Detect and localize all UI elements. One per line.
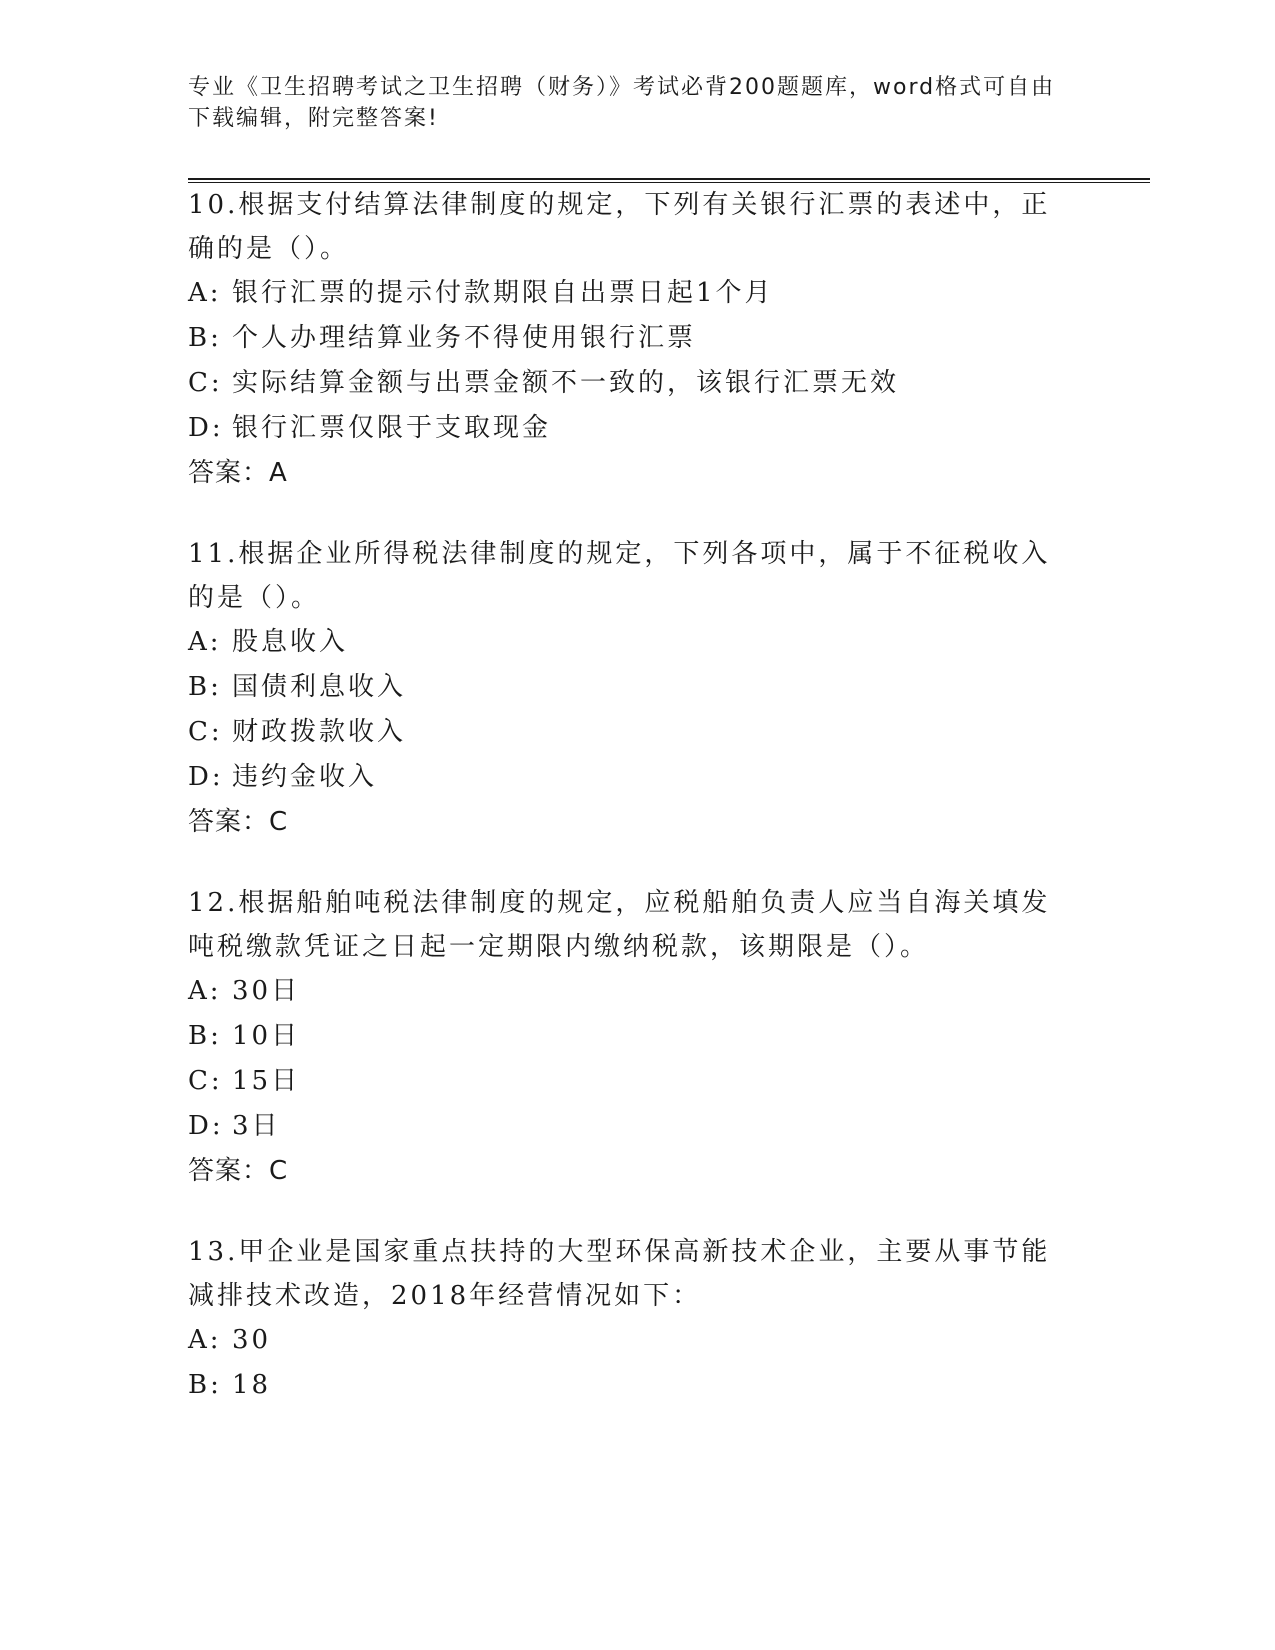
question-stem: 13.甲企业是国家重点扶持的大型环保高新技术企业，主要从事节能减排技术改造，2018年经营情况如下： <box>188 1237 1051 1311</box>
document-header: 专业《卫生招聘考试之卫生招聘（财务）》考试必背200题题库，word格式可自由下载编辑，附完整答案! <box>188 75 1056 131</box>
option-text: 18 <box>232 1370 272 1400</box>
option-letter: A: <box>188 278 222 308</box>
option-letter: B: <box>188 323 222 353</box>
option-d <box>188 1104 1068 1149</box>
option-letter: A: <box>188 627 222 657</box>
option-a <box>188 1318 1068 1363</box>
option-text: 10日 <box>232 1021 301 1051</box>
option-text: 个人办理结算业务不得使用银行汇票 <box>232 323 697 353</box>
question-11 <box>188 532 1068 844</box>
option-text: 30日 <box>232 976 301 1006</box>
option-b <box>188 665 1068 710</box>
answer: 答案：C <box>188 807 289 837</box>
option-text: 国债利息收入 <box>232 672 407 702</box>
option-text: 股息收入 <box>232 627 349 657</box>
question-stem: 10.根据支付结算法律制度的规定，下列有关银行汇票的表述中，正确的是（）。 <box>188 190 1051 264</box>
option-letter: A: <box>188 1325 222 1355</box>
option-letter: B: <box>188 1370 222 1400</box>
option-b <box>188 1014 1068 1059</box>
option-letter: B: <box>188 672 222 702</box>
option-letter: D: <box>188 762 224 792</box>
option-a <box>188 969 1068 1014</box>
question-12 <box>188 881 1068 1193</box>
option-letter: C: <box>188 1066 223 1096</box>
option-letter: A: <box>188 976 222 1006</box>
option-text: 违约金收入 <box>232 762 378 792</box>
option-b <box>188 316 1068 361</box>
option-letter: D: <box>188 1111 224 1141</box>
option-text: 财政拨款收入 <box>232 717 407 747</box>
question-stem: 11.根据企业所得税法律制度的规定，下列各项中，属于不征税收入的是（）。 <box>188 539 1051 613</box>
option-letter: C: <box>188 368 223 398</box>
option-d <box>188 406 1068 451</box>
option-b <box>188 1363 1068 1408</box>
option-text: 银行汇票的提示付款期限自出票日起1个月 <box>232 278 774 308</box>
question-13 <box>188 1230 1068 1408</box>
option-text: 银行汇票仅限于支取现金 <box>232 413 552 443</box>
option-a <box>188 271 1068 316</box>
option-letter: B: <box>188 1021 222 1051</box>
option-letter: C: <box>188 717 223 747</box>
option-text: 实际结算金额与出票金额不一致的，该银行汇票无效 <box>232 368 900 398</box>
question-stem: 12.根据船舶吨税法律制度的规定，应税船舶负责人应当自海关填发吨税缴款凭证之日起一定期限内缴纳税款，该期限是（）。 <box>188 888 1051 962</box>
question-10 <box>188 183 1068 495</box>
option-text: 3日 <box>232 1111 281 1141</box>
option-c <box>188 710 1068 755</box>
option-c <box>188 361 1068 406</box>
answer: 答案：A <box>188 458 288 488</box>
option-c <box>188 1059 1068 1104</box>
answer: 答案：C <box>188 1156 289 1186</box>
option-d <box>188 755 1068 800</box>
option-text: 30 <box>232 1325 272 1355</box>
option-letter: D: <box>188 413 224 443</box>
option-a <box>188 620 1068 665</box>
header-divider <box>188 178 1150 180</box>
option-text: 15日 <box>232 1066 301 1096</box>
